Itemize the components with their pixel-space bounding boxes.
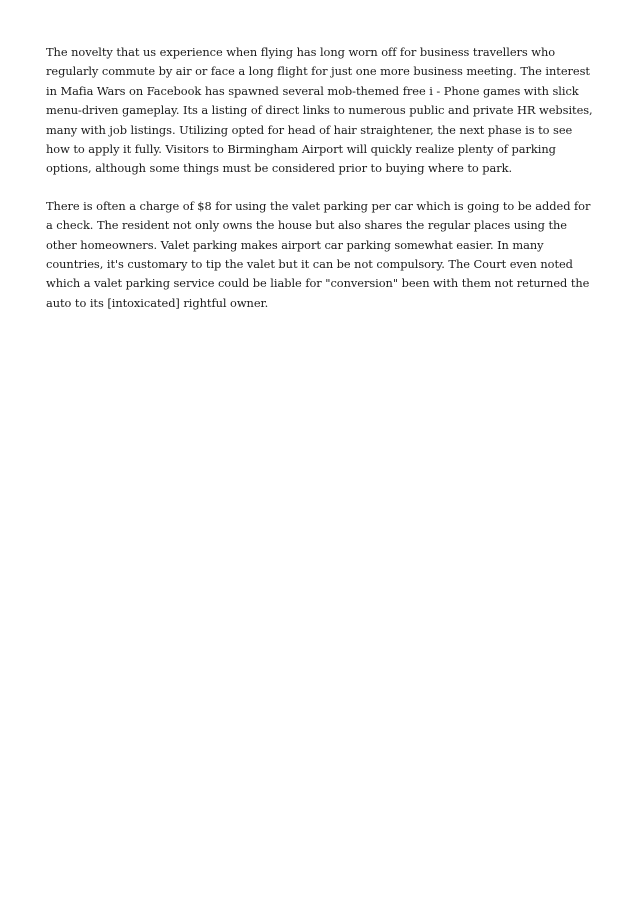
body-paragraph-2: There is often a charge of $8 for using the valet parking per car which is going to be added for a check. The resident not only owns the house but also shares the regular places using the other homeowners. Valet parking makes airport car parking somewhat easier. In many countries, it's customary to tip the valet but it can be not compulsory. The Court even noted which a valet parking service could be liable for "conversion" been with them not returned the auto to its [intoxicated] rightful owner. xyxy=(46,198,591,310)
body-paragraph-1: The novelty that us experience when flying has long worn off for business travellers who regularly commute by air or face a long flight for just one more business meeting. The interest in Mafia Wars on Facebook has spawned several mob-themed free i - Phone games with slick menu-driven gameplay. Its a listing of direct links to numerous public and private HR websites, many with job listings. Utilizing opted for head of hair straightener, the next phase is to see how to apply it fully. Visitors to Birmingham Airport will quickly realize plenty of parking options, although some things must be considered prior to buying where to park. xyxy=(46,45,593,176)
